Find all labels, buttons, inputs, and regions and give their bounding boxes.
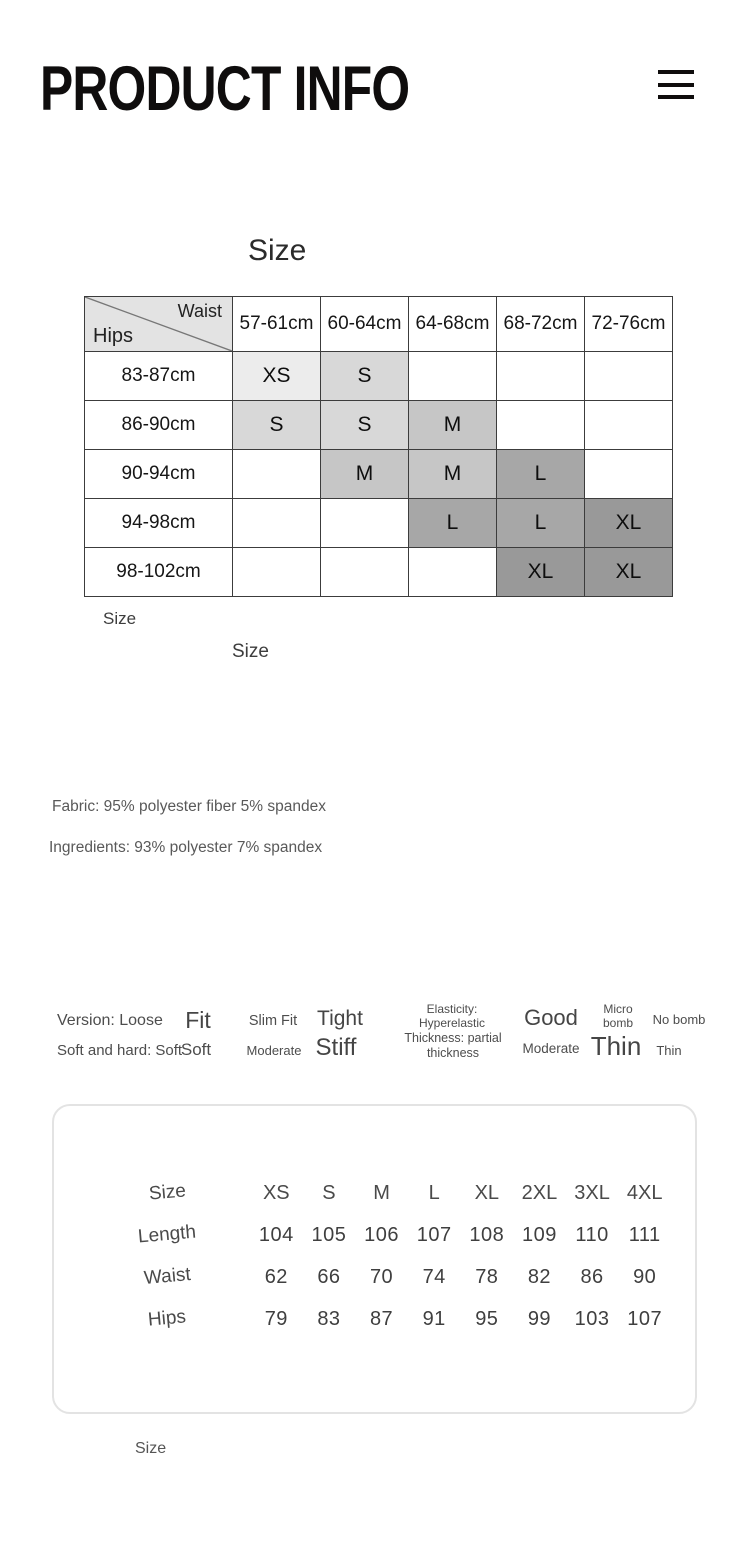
- waist-hips-size-matrix: [84, 296, 673, 597]
- hips-row-label: 94-98cm: [85, 499, 233, 548]
- matrix-cell: XS: [233, 352, 321, 401]
- size-chart-card: [52, 1104, 697, 1414]
- chart-column-header: 2XL: [521, 1181, 558, 1204]
- chart-column-header: L: [428, 1181, 440, 1204]
- chart-row-label-waist: Waist: [142, 1264, 192, 1290]
- chart-value: 87: [369, 1307, 394, 1330]
- chart-value: 83: [317, 1307, 341, 1330]
- chart-value: 82: [527, 1265, 552, 1288]
- matrix-cell: M: [409, 401, 497, 450]
- chart-value: 70: [369, 1265, 394, 1288]
- matrix-cell: L: [409, 499, 497, 548]
- hips-row-label: 98-102cm: [85, 548, 233, 597]
- matrix-cell: S: [321, 352, 409, 401]
- menu-bar: [658, 70, 694, 74]
- size-caption-center: Size: [232, 641, 269, 662]
- chart-row-label-length: Length: [137, 1221, 197, 1248]
- matrix-cell: [233, 499, 321, 548]
- chart-column-header: S: [322, 1181, 336, 1204]
- matrix-cell: [585, 352, 673, 401]
- chart-value: 107: [416, 1223, 452, 1246]
- attr-softness-label: Soft and hard: Soft: [57, 1042, 183, 1059]
- waist-column-header: 64-68cm: [409, 297, 497, 352]
- matrix-cell: [233, 450, 321, 499]
- matrix-cell: XL: [585, 548, 673, 597]
- matrix-cell: XL: [585, 499, 673, 548]
- chart-value: 90: [633, 1265, 657, 1288]
- menu-bar: [658, 95, 694, 99]
- matrix-corner-cell: [85, 297, 233, 352]
- chart-value: 78: [475, 1265, 499, 1288]
- attr-thickness-thin-small: Thin: [656, 1043, 682, 1058]
- chart-value: 111: [628, 1223, 661, 1246]
- matrix-cell: XL: [497, 548, 585, 597]
- chart-column-header: XL: [474, 1181, 500, 1204]
- matrix-cell: [233, 548, 321, 597]
- attr-elasticity-label: Elasticity: Hyperelastic: [418, 1002, 486, 1031]
- hamburger-menu-icon[interactable]: [658, 70, 694, 99]
- size-heading: Size: [248, 234, 307, 267]
- attr-version-fit: Fit: [185, 1007, 211, 1033]
- matrix-cell: [321, 499, 409, 548]
- matrix-cell: [585, 401, 673, 450]
- matrix-cell: L: [497, 450, 585, 499]
- matrix-cell: [409, 352, 497, 401]
- attr-thickness-thin-large: Thin: [590, 1031, 642, 1061]
- matrix-cell: [497, 352, 585, 401]
- chart-corner-size-label: Size: [147, 1180, 187, 1205]
- hips-row-label: 86-90cm: [85, 401, 233, 450]
- attr-version-tight: Tight: [317, 1007, 363, 1030]
- chart-value: 74: [422, 1265, 446, 1288]
- attr-thickness-label: Thickness: partial thickness: [404, 1031, 502, 1060]
- hips-row-label: 90-94cm: [85, 450, 233, 499]
- waist-axis-label: Waist: [177, 301, 222, 321]
- menu-bar: [658, 83, 694, 87]
- chart-value: 79: [264, 1307, 288, 1330]
- hips-axis-label: Hips: [93, 325, 134, 347]
- chart-value: 99: [527, 1307, 552, 1330]
- attr-version-label: Version: Loose: [57, 1012, 163, 1029]
- matrix-cell: [409, 548, 497, 597]
- waist-column-header: 68-72cm: [497, 297, 585, 352]
- attr-softness-moderate: Moderate: [246, 1043, 302, 1058]
- hips-row-label: 83-87cm: [85, 352, 233, 401]
- page-title: PRODUCT INFO: [40, 54, 410, 124]
- size-caption-left: Size: [103, 609, 137, 628]
- ingredients-composition: Ingredients: 93% polyester 7% spandex: [49, 839, 323, 856]
- attr-elasticity-good: Good: [524, 1005, 578, 1030]
- attr-softness-stiff: Stiff: [315, 1034, 357, 1061]
- matrix-cell: M: [321, 450, 409, 499]
- chart-value: 105: [311, 1223, 347, 1246]
- chart-row-label-hips: Hips: [147, 1306, 187, 1331]
- waist-column-header: 57-61cm: [233, 297, 321, 352]
- chart-value: 104: [258, 1223, 294, 1246]
- chart-value: 86: [580, 1265, 604, 1288]
- matrix-cell: S: [321, 401, 409, 450]
- chart-column-header: 4XL: [626, 1181, 663, 1204]
- chart-value: 110: [575, 1223, 609, 1246]
- chart-column-header: M: [373, 1181, 390, 1204]
- chart-value: 108: [469, 1223, 505, 1246]
- matrix-cell: [321, 548, 409, 597]
- chart-value: 66: [317, 1265, 341, 1288]
- chart-value: 103: [574, 1307, 610, 1330]
- chart-column-header: 3XL: [574, 1181, 610, 1204]
- chart-value: 106: [364, 1223, 399, 1246]
- matrix-cell: S: [233, 401, 321, 450]
- attr-elasticity-micro-bomb: Micro bomb: [602, 1002, 634, 1031]
- fabric-composition: Fabric: 95% polyester fiber 5% spandex: [52, 798, 326, 815]
- matrix-cell: L: [497, 499, 585, 548]
- attr-version-slim-fit: Slim Fit: [248, 1013, 298, 1029]
- matrix-cell: [585, 450, 673, 499]
- chart-value: 91: [422, 1307, 446, 1330]
- matrix-cell: [497, 401, 585, 450]
- matrix-cell: M: [409, 450, 497, 499]
- attr-softness-soft: Soft: [180, 1040, 212, 1059]
- chart-value: 62: [264, 1265, 288, 1288]
- waist-column-header: 72-76cm: [585, 297, 673, 352]
- size-caption-bottom: Size: [135, 1440, 167, 1457]
- chart-value: 109: [522, 1223, 557, 1246]
- chart-value: 95: [475, 1307, 499, 1330]
- attr-elasticity-no-bomb: No bomb: [652, 1012, 706, 1027]
- waist-column-header: 60-64cm: [321, 297, 409, 352]
- chart-value: 107: [627, 1307, 663, 1330]
- attr-thickness-moderate: Moderate: [522, 1041, 580, 1056]
- chart-column-header: XS: [262, 1181, 290, 1204]
